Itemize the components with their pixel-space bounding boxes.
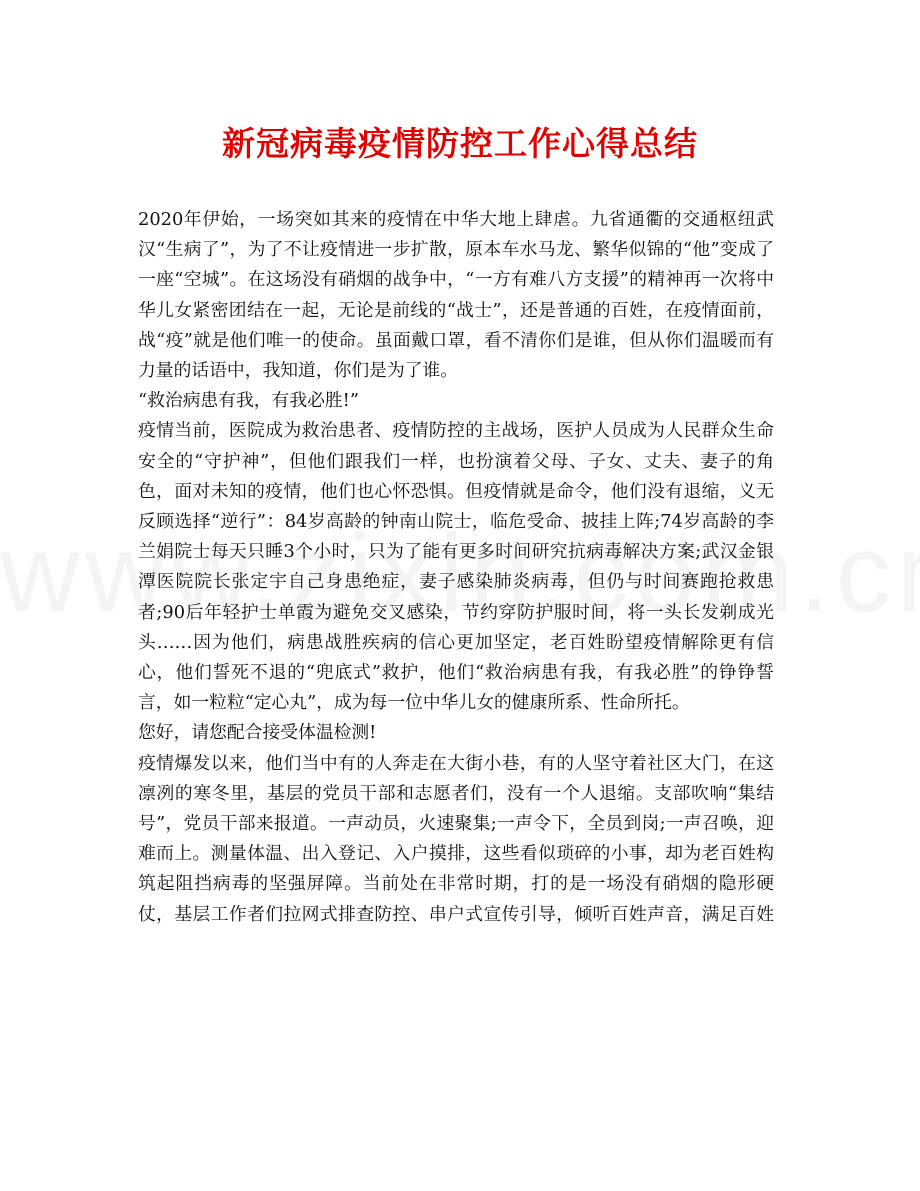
document-body [138, 205, 774, 930]
paragraph-check-heading: 您好，请您配合接受体温检测! [138, 722, 377, 744]
paragraph-medical-staff: 疫情当前，医院成为救治患者、疫情防控的主战场，医护人员成为人民群众生命安全的“守护神”，但他们跟我们一样，也扮演着父母、子女、丈夫、妻子的角色，面对未知的疫情，他们也心怀恐惧。但疫情就是命令，他们没有退缩，义无反顾选择“逆行”：84岁高龄的钟南山院士，临危受命、披挂上阵;74岁高龄的李兰娟院士每天只睡3个小时，只为了能有更多时间研究抗病毒解决方案;武汉金银潭医院院长张定宇自己身患绝症，妻子感染肺炎病毒，但仍与时间赛跑抢救患者;90后年轻护士单霞为避免交叉感染，节约穿防护服时间，将一头长发剃成光头……因为他们，病患战胜疾病的信心更加坚定，老百姓盼望疫情解除更有信心，他们誓死不退的“兜底式”救护，他们“救治病患有我，有我必胜”的铮铮誓言，如一粒粒“定心丸”，成为每一位中华儿女的健康所系、性命所托。 [138, 420, 774, 714]
paragraph-community: 疫情爆发以来，他们当中有的人奔走在大街小巷，有的人坚守着社区大门，在这凛冽的寒冬里，基层的党员干部和志愿者们，没有一个人退缩。支部吹响“集结号”，党员干部来报道。一声动员，火速聚集;一声令下，全员到岗;一声召唤，迎难而上。测量体温、出入登记、入户摸排，这些看似琐碎的小事，却为老百姓构筑起阻挡病毒的坚强屏障。当前处在非常时期，打的是一场没有硝烟的隐形硬仗，基层工作者们拉网式排查防控、串户式宣传引导，倾听百姓声音，满足百姓 [138, 752, 774, 925]
paragraph-quote-heading: “救治病患有我，有我必胜!” [138, 390, 359, 412]
paragraph-intro: 2020年伊始，一场突如其来的疫情在中华大地上肆虐。九省通衢的交通枢纽武汉“生病了”，为了不让疫情进一步扩散，原本车水马龙、繁华似锦的“他”变成了一座“空城”。在这场没有硝烟的战争中，“一方有难八方支援”的精神再一次将中华儿女紧密团结在一起，无论是前线的“战士”，还是普通的百姓，在疫情面前，战“疫”就是他们唯一的使命。虽面戴口罩，看不清你们是谁，但从你们温暖而有力量的话语中，我知道，你们是为了谁。 [138, 209, 774, 382]
document-title: 新冠病毒疫情防控工作心得总结 [222, 124, 698, 163]
